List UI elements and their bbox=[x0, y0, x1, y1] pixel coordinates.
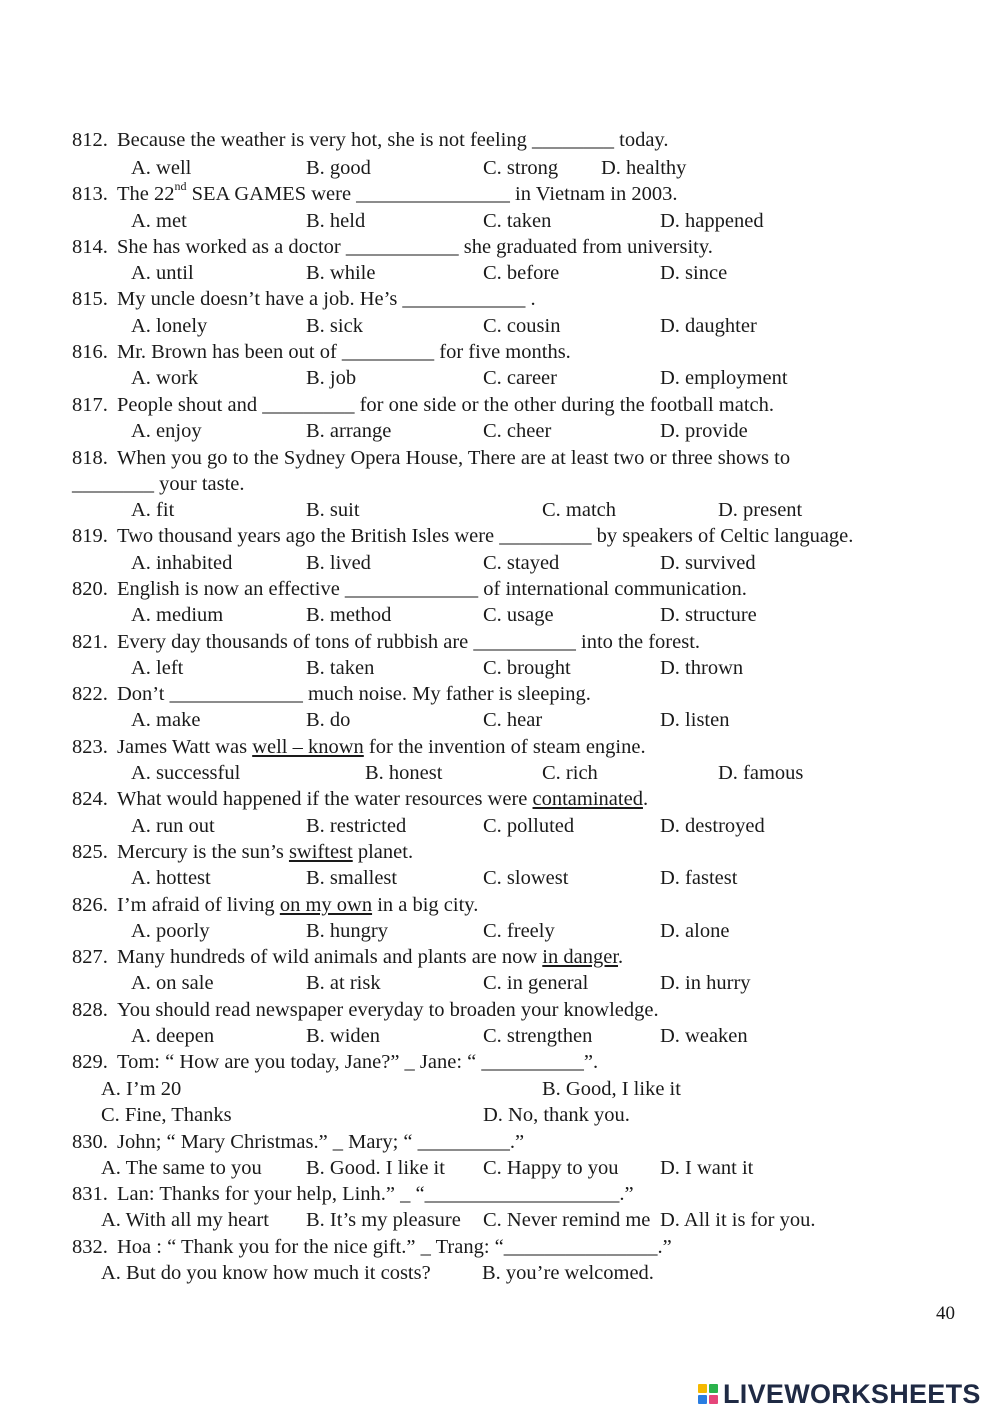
option-a: A. successful bbox=[131, 762, 241, 784]
question-stem: Lan: Thanks for your help, Linh.” _ “___________________.” bbox=[117, 1183, 634, 1205]
question-number: 819. bbox=[72, 525, 108, 547]
option-d: D. All it is for you. bbox=[660, 1209, 816, 1231]
option-a: A. run out bbox=[131, 815, 215, 837]
question-stem: Because the weather is very hot, she is not feeling ________ today. bbox=[117, 129, 669, 151]
question-stem: Don’t _____________ much noise. My father is sleeping. bbox=[117, 683, 591, 705]
option-a: A. work bbox=[131, 367, 199, 389]
option-b: B. It’s my pleasure bbox=[306, 1209, 461, 1231]
option-d: D. I want it bbox=[660, 1157, 754, 1179]
option-b: B. method bbox=[306, 604, 392, 626]
option-b: B. taken bbox=[306, 657, 375, 679]
option-b: B. widen bbox=[306, 1025, 381, 1047]
question-stem: What would happened if the water resources were contaminated. bbox=[117, 788, 649, 810]
underlined-word: on my own bbox=[279, 894, 373, 916]
question-stem: Two thousand years ago the British Isles were _________ by speakers of Celtic language. bbox=[117, 525, 854, 547]
question-number: 814. bbox=[72, 236, 108, 258]
question-number: 822. bbox=[72, 683, 108, 705]
option-b: B. at risk bbox=[306, 972, 381, 994]
option-b: B. good bbox=[306, 157, 371, 179]
question-number: 830. bbox=[72, 1131, 108, 1153]
option-d: D. listen bbox=[660, 709, 730, 731]
option-b: B. sick bbox=[306, 315, 363, 337]
option-c: C. cousin bbox=[483, 315, 561, 337]
option-a: A. well bbox=[131, 157, 192, 179]
logo-grid-icon bbox=[698, 1384, 718, 1404]
option-d: D. in hurry bbox=[660, 972, 751, 994]
option-b: B. hungry bbox=[306, 920, 388, 942]
question-number: 829. bbox=[72, 1051, 108, 1073]
option-b: B. honest bbox=[365, 762, 443, 784]
option-c: C. Fine, Thanks bbox=[101, 1104, 232, 1126]
option-c: C. strong bbox=[483, 157, 559, 179]
option-d: D. since bbox=[660, 262, 728, 284]
question-number: 826. bbox=[72, 894, 108, 916]
option-c: C. strengthen bbox=[483, 1025, 593, 1047]
question-number: 815. bbox=[72, 288, 108, 310]
question-stem: My uncle doesn’t have a job. He’s ____________ . bbox=[117, 288, 536, 310]
option-c: C. career bbox=[483, 367, 557, 389]
option-d: D. alone bbox=[660, 920, 730, 942]
option-c: C. stayed bbox=[483, 552, 560, 574]
option-c: C. in general bbox=[483, 972, 589, 994]
question-stem-continued: ________ your taste. bbox=[72, 473, 245, 495]
option-d: D. No, thank you. bbox=[483, 1104, 630, 1126]
option-d: D. fastest bbox=[660, 867, 738, 889]
option-c: C. before bbox=[483, 262, 560, 284]
option-d: D. thrown bbox=[660, 657, 744, 679]
option-d: D. structure bbox=[660, 604, 757, 626]
option-a: A. The same to you bbox=[101, 1157, 262, 1179]
option-b: B. while bbox=[306, 262, 376, 284]
option-c: C. usage bbox=[483, 604, 554, 626]
option-b: B. do bbox=[306, 709, 351, 731]
option-a: A. inhabited bbox=[131, 552, 233, 574]
option-b: B. restricted bbox=[306, 815, 407, 837]
option-d: D. weaken bbox=[660, 1025, 748, 1047]
option-a: A. make bbox=[131, 709, 201, 731]
underlined-word: swiftest bbox=[288, 841, 353, 863]
question-number: 825. bbox=[72, 841, 108, 863]
option-a: A. medium bbox=[131, 604, 224, 626]
option-d: D. happened bbox=[660, 210, 764, 232]
option-a: A. But do you know how much it costs? bbox=[101, 1262, 431, 1284]
question-stem: Hoa : “ Thank you for the nice gift.” _ Trang: “_______________.” bbox=[117, 1236, 672, 1258]
question-stem: She has worked as a doctor ___________ she graduated from university. bbox=[117, 236, 713, 258]
liveworksheets-logo bbox=[698, 1378, 981, 1410]
option-d: D. famous bbox=[718, 762, 804, 784]
option-d: D. employment bbox=[660, 367, 788, 389]
question-stem: Every day thousands of tons of rubbish are __________ into the forest. bbox=[117, 631, 701, 653]
question-stem: When you go to the Sydney Opera House, There are at least two or three shows to bbox=[117, 447, 791, 469]
option-a: A. until bbox=[131, 262, 194, 284]
question-stem: Mr. Brown has been out of _________ for five months. bbox=[117, 341, 571, 363]
question-number: 831. bbox=[72, 1183, 108, 1205]
question-stem: People shout and _________ for one side or the other during the football match. bbox=[117, 394, 775, 416]
question-number: 817. bbox=[72, 394, 108, 416]
underlined-word: well – known bbox=[252, 736, 364, 758]
option-a: A. left bbox=[131, 657, 184, 679]
option-b: B. job bbox=[306, 367, 357, 389]
option-a: A. fit bbox=[131, 499, 175, 521]
question-number: 827. bbox=[72, 946, 108, 968]
question-stem: I’m afraid of living on my own in a big city. bbox=[117, 894, 479, 916]
option-b: B. Good. I like it bbox=[306, 1157, 445, 1179]
option-a: A. deepen bbox=[131, 1025, 215, 1047]
option-a: A. met bbox=[131, 210, 187, 232]
question-stem: English is now an effective _____________ of international communication. bbox=[117, 578, 747, 600]
option-c: C. Happy to you bbox=[483, 1157, 619, 1179]
option-c: C. hear bbox=[483, 709, 543, 731]
option-c: C. polluted bbox=[483, 815, 575, 837]
question-number: 832. bbox=[72, 1236, 108, 1258]
question-stem: The 22nd SEA GAMES were _______________ in Vietnam in 2003. bbox=[117, 179, 678, 205]
question-number: 828. bbox=[72, 999, 108, 1021]
option-a: A. lonely bbox=[131, 315, 208, 337]
option-d: D. destroyed bbox=[660, 815, 765, 837]
page-number: 40 bbox=[936, 1303, 955, 1324]
option-b: B. held bbox=[306, 210, 366, 232]
option-a: A. enjoy bbox=[131, 420, 202, 442]
option-b: B. you’re welcomed. bbox=[482, 1262, 654, 1284]
option-d: D. survived bbox=[660, 552, 756, 574]
option-b: B. arrange bbox=[306, 420, 392, 442]
option-d: D. present bbox=[718, 499, 803, 521]
question-number: 812. bbox=[72, 129, 108, 151]
question-number: 820. bbox=[72, 578, 108, 600]
option-c: C. Never remind me bbox=[483, 1209, 651, 1231]
question-number: 821. bbox=[72, 631, 108, 653]
option-c: C. freely bbox=[483, 920, 555, 942]
option-c: C. rich bbox=[542, 762, 598, 784]
underlined-word: contaminated bbox=[532, 788, 643, 810]
question-number: 818. bbox=[72, 447, 108, 469]
question-stem: James Watt was well – known for the invention of steam engine. bbox=[117, 736, 646, 758]
option-c: C. brought bbox=[483, 657, 571, 679]
option-b: B. lived bbox=[306, 552, 371, 574]
underlined-word: in danger bbox=[542, 946, 619, 968]
option-a: A. With all my heart bbox=[101, 1209, 269, 1231]
option-c: C. slowest bbox=[483, 867, 569, 889]
option-c: C. cheer bbox=[483, 420, 552, 442]
question-number: 823. bbox=[72, 736, 108, 758]
question-number: 816. bbox=[72, 341, 108, 363]
question-number: 824. bbox=[72, 788, 108, 810]
question-stem: Many hundreds of wild animals and plants are now in danger. bbox=[117, 946, 624, 968]
question-stem: Tom: “ How are you today, Jane?” _ Jane: “ __________”. bbox=[117, 1051, 599, 1073]
option-c: C. taken bbox=[483, 210, 552, 232]
option-a: A. on sale bbox=[131, 972, 214, 994]
option-d: D. daughter bbox=[660, 315, 757, 337]
option-a: A. I’m 20 bbox=[101, 1078, 182, 1100]
option-d: D. provide bbox=[660, 420, 748, 442]
option-a: A. hottest bbox=[131, 867, 211, 889]
option-c: C. match bbox=[542, 499, 617, 521]
question-stem: Mercury is the sun’s swiftest planet. bbox=[117, 841, 414, 863]
question-stem: John; “ Mary Christmas.” _ Mary; “ _________.” bbox=[117, 1131, 525, 1153]
option-b: B. Good, I like it bbox=[542, 1078, 681, 1100]
option-b: B. smallest bbox=[306, 867, 398, 889]
logo-text: LIVEWORKSHEETS bbox=[723, 1378, 981, 1409]
option-b: B. suit bbox=[306, 499, 360, 521]
question-stem: You should read newspaper everyday to broaden your knowledge. bbox=[117, 999, 659, 1021]
question-number: 813. bbox=[72, 183, 108, 205]
option-a: A. poorly bbox=[131, 920, 210, 942]
option-d: D. healthy bbox=[601, 157, 687, 179]
